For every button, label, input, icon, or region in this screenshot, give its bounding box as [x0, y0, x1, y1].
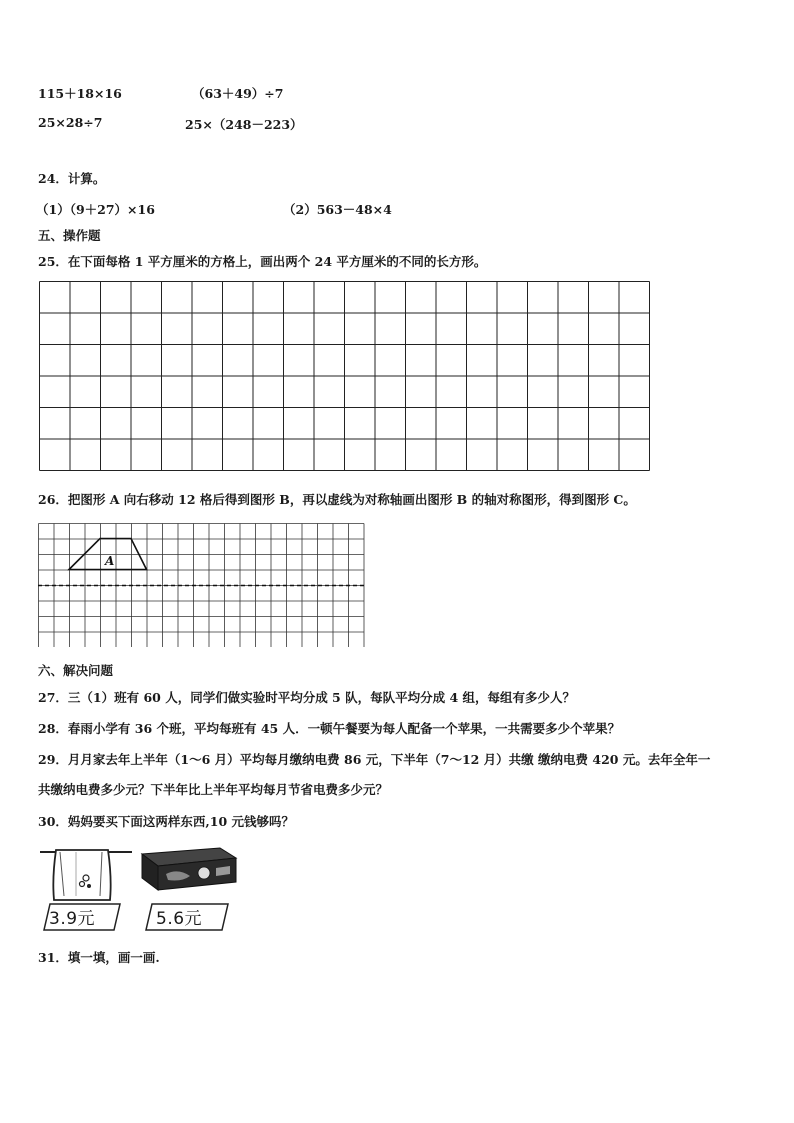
- calc-1a: 115＋18×16: [38, 86, 122, 101]
- q26-text: 26．把图形 A 向右移动 12 格后得到图形 B，再以虚线为对称轴画出图形 B 的轴对称图形，得到图形 C。: [38, 492, 636, 507]
- section-six-heading: 六、解决问题: [38, 663, 114, 678]
- towel-price: 3.9元: [49, 909, 96, 929]
- calc-2b: 25×（248－223）: [185, 117, 303, 132]
- q26-grid-with-shape-a[interactable]: [38, 523, 366, 647]
- q24-part2: （2）563－48×4: [283, 202, 392, 217]
- calc-2a: 25×28÷7: [38, 115, 103, 130]
- q29-line2: 共缴纳电费多少元？下半年比上半年平均每月节省电费多少元？: [38, 782, 389, 797]
- q29-line1: 29．月月家去年上半年（1～6 月）平均每月缴纳电费 86 元，下半年（7～12 月）共缴 缴纳电费 420 元。去年全年一: [38, 752, 711, 767]
- q25-text: 25．在下面每格 1 平方厘米的方格上，画出两个 24 平方厘米的不同的长方形。: [38, 254, 487, 269]
- q31-text: 31．填一填，画一画.: [38, 950, 160, 965]
- q27-text: 27．三（1）班有 60 人，同学们做实验时平均分成 5 队，每队平均分成 4 组，每组有多少人？: [38, 690, 575, 705]
- q28-text: 28．春雨小学有 36 个班，平均每班有 45 人．一顿午餐要为每人配备一个苹果，一共需要多少个苹果？: [38, 721, 621, 736]
- calc-1b: （63＋49）÷7: [192, 86, 284, 101]
- section-five-heading: 五、操作题: [38, 228, 101, 243]
- toothpaste-price: 5.6元: [156, 909, 203, 929]
- q24-title: 24．计算。: [38, 171, 106, 186]
- q25-square-grid[interactable]: [39, 281, 651, 473]
- q30-text: 30．妈妈要买下面这两样东西,10 元钱够吗？: [38, 814, 294, 829]
- shape-a-label: A: [105, 554, 115, 568]
- q24-part1: （1）（9＋27）×16: [36, 202, 155, 217]
